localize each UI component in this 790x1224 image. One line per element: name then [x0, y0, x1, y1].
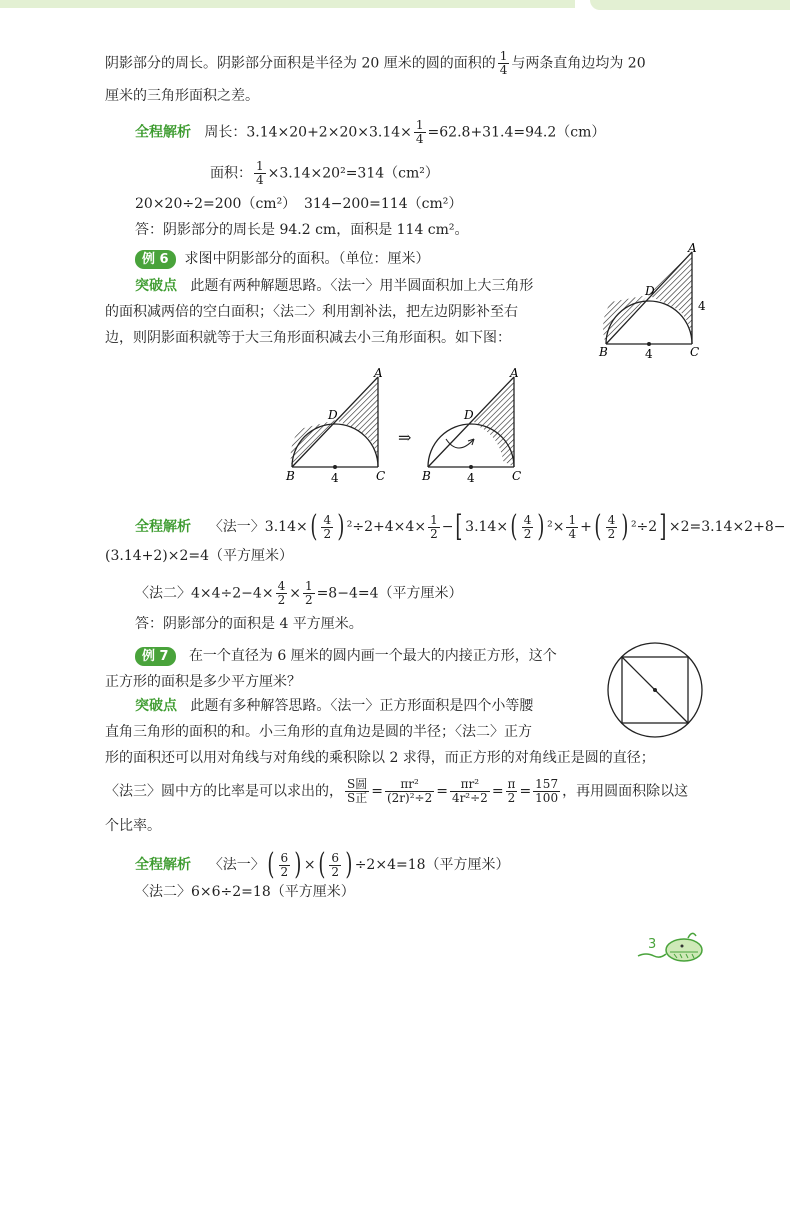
fraction: $\frac{1}{4}$ [499, 49, 508, 77]
example-6-text: 求图中阴影部分的面积。（单位：厘米） [184, 251, 430, 267]
label-base: 4 [331, 471, 339, 485]
label-b: B [599, 345, 608, 359]
hint-7-line-2: 直角三角形的面积的和。小三角形的直角边是圆的半径；〈法二〉正方 [105, 724, 532, 740]
hint-6-line-3: 边，则阴影面积就等于大三角形面积减去小三角形面积。如下图： [105, 330, 511, 346]
answer-6: 答：阴影部分的面积是 4 平方厘米。 [135, 616, 363, 632]
transform-arrow: ⇒ [398, 428, 412, 447]
label-c: C [376, 469, 386, 483]
solution-label: 全程解析 [135, 124, 191, 141]
m2-text-c: =8−4=4（平方厘米） [316, 585, 463, 602]
equals: = [491, 783, 504, 800]
top-band-tab [548, 0, 570, 8]
paren-open: ( [510, 509, 518, 544]
label-d: D [328, 408, 338, 422]
equals: = [436, 783, 448, 800]
fraction: $\frac{\pi}{2}$ [507, 777, 516, 805]
bracket-close: ] [659, 509, 667, 544]
fraction: $\frac{\text{S圆}}{\text{S正}}$ [347, 777, 368, 805]
method-1-figure [282, 365, 392, 487]
fraction: $\frac{\text{πr²}}{\text{(2r)²÷2}}$ [386, 777, 433, 805]
hint-7-line-5: 个比率。 [105, 818, 161, 834]
solution-6-method-1-line-2: (3.14+2)×2=4（平方厘米） [105, 548, 294, 564]
fraction: $\frac{4}{2}$ [523, 512, 532, 541]
solution-line-3a: 20×20÷2=200（cm²） [135, 196, 297, 212]
example-6-question [135, 249, 429, 269]
fraction: $\frac{1}{4}$ [415, 118, 424, 146]
solution-6-method-1 [135, 509, 786, 544]
fraction: $\frac{1}{4}$ [568, 512, 577, 541]
m1-text-b: × [303, 857, 316, 873]
example-7-text-1: 在一个直径为 6 厘米的圆内画一个最大的内接正方形，这个 [188, 648, 557, 664]
equals: = [371, 783, 383, 800]
paren-open: ( [310, 509, 318, 544]
m1-text-e: ²× [547, 519, 565, 535]
paren-close: ) [294, 847, 302, 882]
fraction: $\frac{157}{100}$ [535, 777, 559, 805]
solution-6-method-2 [135, 580, 463, 607]
fraction: $\frac{1}{4}$ [256, 159, 264, 187]
example-6-figure [596, 240, 716, 362]
m1-text-c: ÷2×4=18（平方厘米） [354, 857, 510, 873]
example-6-badge: 例 6 [135, 250, 176, 269]
perimeter-text-a: 周长：3.14×20+2×20×3.14× [204, 124, 412, 141]
top-band [0, 0, 575, 8]
fraction: $\frac{6}{2}$ [280, 850, 289, 879]
bracket-open: [ [455, 509, 463, 544]
hint-7-line-3: 形的面积还可以用对角线与对角线的乘积除以 2 求得，而正方形的对角线正是圆的直径； [105, 750, 655, 766]
fraction: $\frac{4}{2}$ [277, 579, 286, 607]
hint-6-line-2: 的面积减两倍的空白面积；〈法二〉利用割补法，把左边阴影补至右 [105, 304, 518, 320]
label-a: A [688, 241, 697, 255]
fraction: $\frac{6}{2}$ [331, 850, 339, 879]
paren-close: ) [345, 847, 353, 882]
label-base: 4 [645, 347, 653, 361]
example-7-question-1 [135, 646, 557, 666]
m2-text-b: × [289, 585, 301, 602]
solution-label: 全程解析 [135, 519, 191, 535]
label-d: D [464, 408, 474, 422]
hint-label: 突破点 [135, 278, 177, 294]
fraction: $\frac{4}{2}$ [323, 512, 332, 541]
hint-7-line-4 [105, 778, 688, 805]
answer-5: 答：阴影部分的周长是 94.2 cm，面积是 114 cm²。 [135, 222, 469, 238]
hint-label: 突破点 [135, 698, 177, 714]
example-7-badge: 例 7 [135, 647, 176, 666]
intro-line-2: 厘米的三角形面积之差。 [105, 88, 259, 104]
hint-6-text-1: 此题有两种解题思路。〈法一〉用半圆面积加上大三角形 [190, 278, 534, 294]
whale-mascot-icon [636, 926, 706, 962]
area-text-a: 面积： [210, 165, 252, 182]
solution-7-method-1 [135, 847, 510, 882]
paren-open: ( [594, 509, 602, 544]
intro-text-b: 与两条直角边均为 20 [511, 55, 646, 72]
paren-open: ( [267, 847, 275, 882]
paren-close: ) [621, 509, 629, 544]
fraction: $\frac{4}{2}$ [607, 512, 616, 541]
m1-text-d: 3.14× [465, 519, 509, 535]
m1-text-i: ×2=3.14×2+8− [668, 519, 786, 535]
method-2-figure [418, 365, 528, 487]
equals: = [519, 783, 532, 800]
label-a: A [510, 366, 519, 380]
hint-7-line-1 [135, 696, 533, 716]
m1-text-c: − [441, 519, 454, 535]
label-c: C [690, 345, 700, 359]
label-side: 4 [698, 299, 706, 313]
m1-text-b: ²÷2+4×4× [346, 519, 427, 535]
paren-close: ) [337, 509, 345, 544]
label-b: B [286, 469, 295, 483]
intro-text-a: 阴影部分的周长。阴影部分面积是半径为 20 厘米的圆的面积的 [105, 55, 496, 72]
paren-close: ) [537, 509, 545, 544]
solution-perimeter [135, 119, 605, 146]
m1-text-h: ²÷2 [630, 519, 658, 535]
fraction: $\frac{1}{2}$ [304, 579, 313, 607]
top-band-right [590, 0, 790, 10]
label-d: D [645, 284, 655, 298]
m1-text-a: 〈法一〉 [208, 857, 265, 873]
perimeter-text-b: =62.8+31.4=94.2（cm） [427, 124, 606, 141]
hint-7-text-4a: 〈法三〉圆中方的比率是可以求出的， [105, 783, 343, 800]
example-7-question-2: 正方形的面积是多少平方厘米？ [105, 674, 301, 690]
solution-area [210, 160, 439, 187]
hint-7-text-1: 此题有多种解答思路。〈法一〉正方形面积是四个小等腰 [190, 698, 534, 714]
intro-line-1 [105, 50, 646, 77]
label-b: B [422, 469, 431, 483]
m1-text-g: + [580, 519, 592, 535]
paren-open: ( [317, 847, 325, 882]
m2-text-a: 〈法二〉4×4÷2−4× [135, 585, 274, 602]
solution-label: 全程解析 [135, 857, 191, 873]
fraction: $\frac{\text{πr²}}{\text{4r²÷2}}$ [451, 777, 488, 805]
area-text-b: ×3.14×20²=314（cm²） [267, 165, 439, 182]
label-base: 4 [467, 471, 475, 485]
example-7-figure [605, 640, 705, 740]
label-a: A [374, 366, 383, 380]
solution-7-method-2: 〈法二〉6×6÷2=18（平方厘米） [135, 884, 355, 900]
hint-6-line-1 [135, 276, 533, 296]
m1-text-a: 〈法一〉3.14× [208, 519, 308, 535]
label-c: C [512, 469, 522, 483]
fraction: $\frac{1}{2}$ [430, 512, 438, 541]
solution-line-3b: 314−200=114（cm²） [304, 196, 463, 212]
page-number: 3 [648, 937, 657, 952]
hint-7-text-4b: ，再用圆面积除以这 [562, 783, 689, 800]
